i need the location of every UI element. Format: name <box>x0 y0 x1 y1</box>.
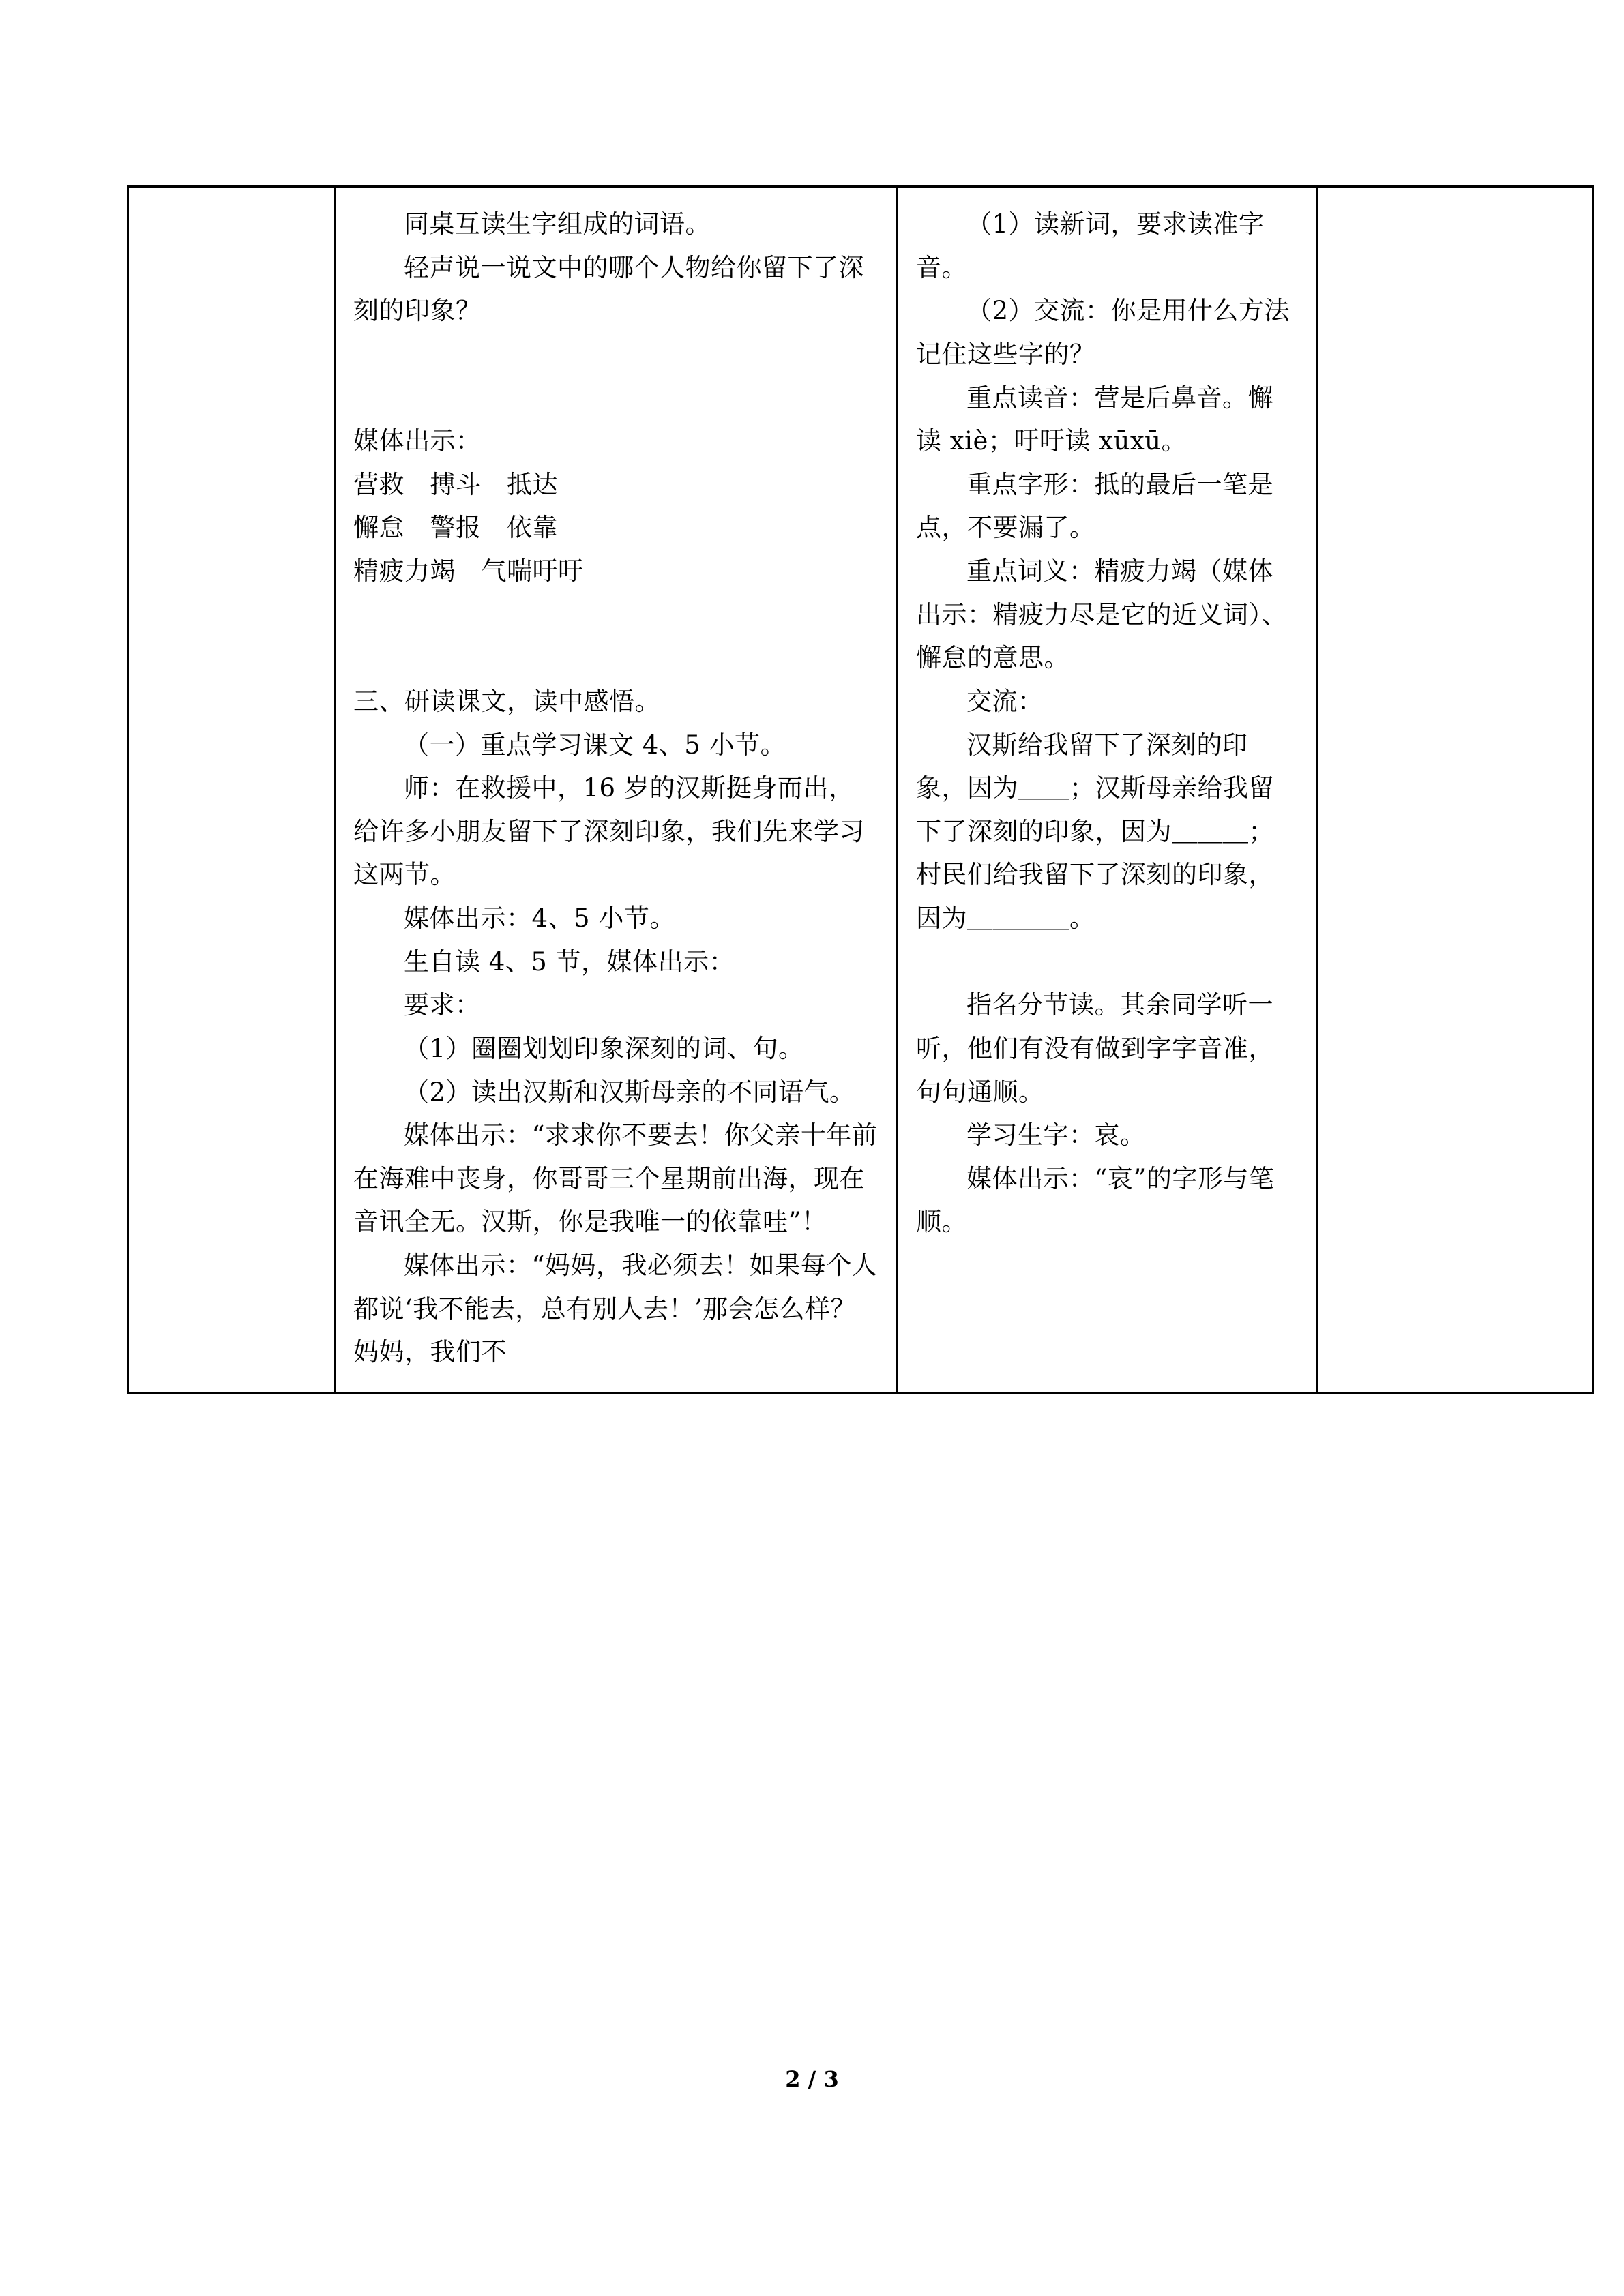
paragraph: （1）读新词，要求读准字音。 <box>916 209 1265 282</box>
paragraph: 轻声说一说文中的哪个人物给你留下了深刻的印象？ <box>353 252 864 326</box>
paragraph: 媒体出示：“妈妈，我必须去！如果每个人都说‘我不能去，总有别人去！’那会怎么样？妈妈，我们不 <box>353 1251 878 1367</box>
cell-content-teaching-notes <box>916 203 1298 1244</box>
paragraph: 三、研读课文，读中感悟。 <box>353 686 660 716</box>
paragraph: 媒体出示：4、5 小节。 <box>404 904 675 933</box>
lesson-plan-table <box>127 185 1594 1394</box>
paragraph: 媒体出示：“哀”的字形与笔顺。 <box>916 1163 1275 1237</box>
paragraph: 生自读 4、5 节，媒体出示： <box>404 946 735 976</box>
paragraph: 学习生字：哀。 <box>966 1120 1146 1150</box>
paragraph: 重点字形：抵的最后一笔是点，不要漏了。 <box>916 469 1273 543</box>
paragraph <box>353 593 879 637</box>
paragraph: （2）交流：你是用什么方法记住这些字的？ <box>916 296 1290 369</box>
table-row <box>128 187 1593 1393</box>
paragraph: （1）圈圈划划印象深刻的词、句。 <box>404 1033 804 1063</box>
paragraph: 交流： <box>966 686 1044 716</box>
paragraph: 懈怠 警报 依靠 <box>353 513 558 543</box>
paragraph: 媒体出示： <box>353 426 482 456</box>
table-cell-teaching-notes <box>898 187 1317 1393</box>
table-cell-teaching-process <box>335 187 898 1393</box>
paragraph: 要求： <box>404 990 481 1020</box>
paragraph: 媒体出示：“求求你不要去！你父亲十年前在海难中丧身，你哥哥三个星期前出海，现在音讯全无。汉斯，你是我唯一的依靠哇”！ <box>353 1120 878 1237</box>
paragraph: 同桌互读生字组成的词语。 <box>404 209 711 239</box>
page-number: 2 / 3 <box>785 2066 839 2092</box>
paragraph <box>916 940 1298 984</box>
table-cell-column-1 <box>128 187 335 1393</box>
paragraph: 重点读音：营是后鼻音。懈读 xiè；吁吁读 xūxū。 <box>916 383 1273 456</box>
paragraph: 师：在救援中，16 岁的汉斯挺身而出，给许多小朋友留下了深刻印象，我们先来学习这两节。 <box>353 773 865 890</box>
paragraph <box>353 333 879 376</box>
paragraph: 汉斯给我留下了深刻的印象，因为＿＿；汉斯母亲给我留下了深刻的印象，因为＿＿＿；村民们给我留下了深刻的印象，因为＿＿＿＿。 <box>916 730 1274 933</box>
paragraph <box>353 376 879 420</box>
table-cell-column-4 <box>1317 187 1593 1393</box>
paragraph: 指名分节读。其余同学听一听，他们有没有做到字字音准，句句通顺。 <box>916 990 1274 1107</box>
paragraph <box>353 636 879 680</box>
paragraph: （2）读出汉斯和汉斯母亲的不同语气。 <box>404 1077 855 1107</box>
cell-content-teaching-process <box>353 203 879 1374</box>
paragraph: 精疲力竭 气喘吁吁 <box>353 556 584 586</box>
paragraph: 重点词义：精疲力竭（媒体出示：精疲力尽是它的近义词）、懈怠的意思。 <box>916 556 1287 673</box>
paragraph: 营救 搏斗 抵达 <box>353 469 558 499</box>
paragraph: （一）重点学习课文 4、5 小节。 <box>404 730 786 760</box>
